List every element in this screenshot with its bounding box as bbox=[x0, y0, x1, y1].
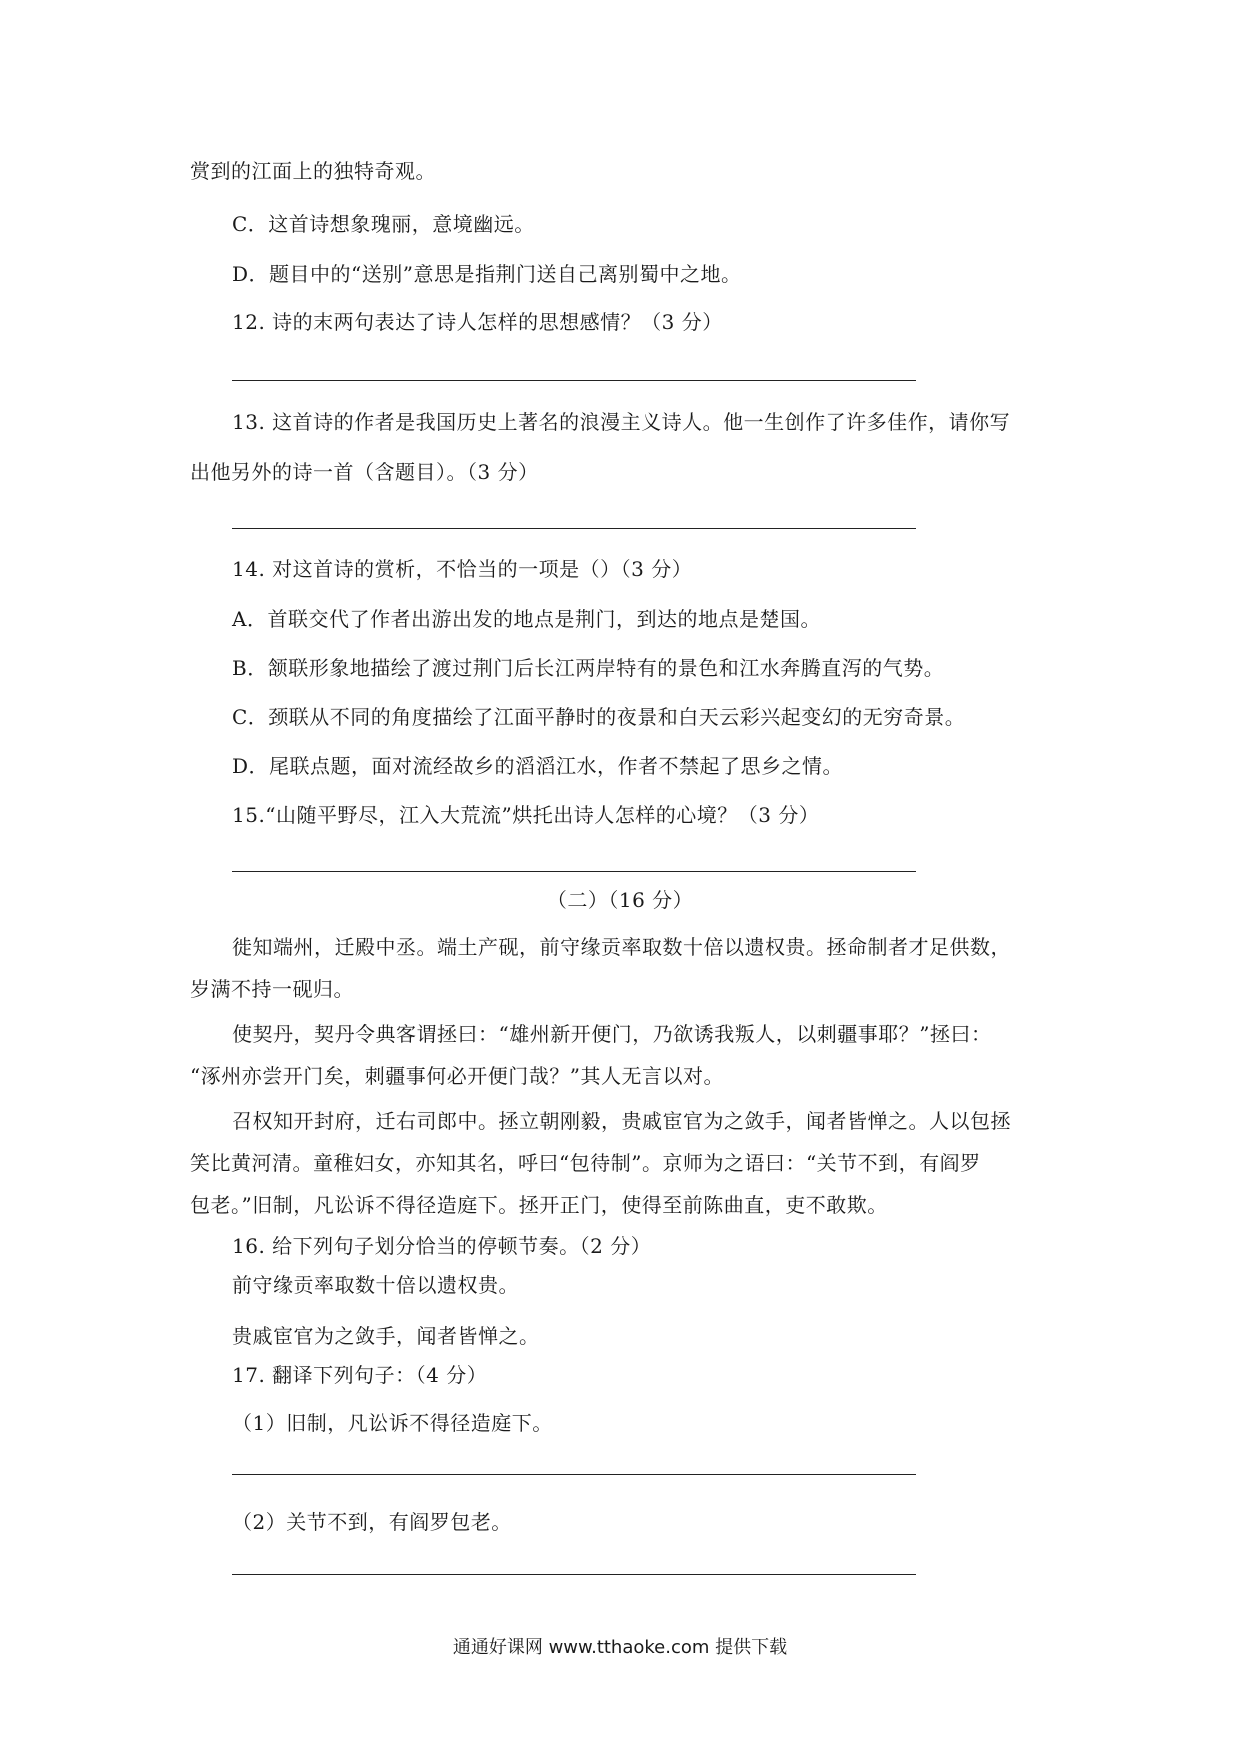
passage-p2-line2: “涿州亦尝开门矣，刺疆事何必开便门哉？”其人无言以对。 bbox=[190, 1064, 724, 1088]
question-17: 17. 翻译下列句子：（4 分） bbox=[232, 1363, 488, 1387]
option-d: D．题目中的“送别”意思是指荆门送自己离别蜀中之地。 bbox=[232, 262, 742, 286]
option-c: C．这首诗想象瑰丽，意境幽远。 bbox=[232, 212, 535, 236]
answer-line-17-1[interactable] bbox=[232, 1474, 916, 1475]
option-14b: B．颔联形象地描绘了渡过荆门后长江两岸特有的景色和江水奔腾直泻的气势。 bbox=[232, 656, 945, 680]
answer-line-12[interactable] bbox=[232, 380, 916, 381]
answer-line-15[interactable] bbox=[232, 871, 916, 872]
question-15: 15.“山随平野尽，江入大荒流”烘托出诗人怎样的心境？（3 分） bbox=[232, 803, 820, 827]
question-14: 14. 对这首诗的赏析，不恰当的一项是（）（3 分） bbox=[232, 557, 693, 581]
passage-p1-line2: 岁满不持一砚归。 bbox=[190, 977, 354, 1001]
question-13-line2: 出他另外的诗一首（含题目）。（3 分） bbox=[190, 460, 539, 484]
option-14c: C．颈联从不同的角度描绘了江面平静时的夜景和白天云彩兴起变幻的无穷奇景。 bbox=[232, 705, 966, 729]
answer-line-17-2[interactable] bbox=[232, 1574, 916, 1575]
passage-p2-line1: 使契丹，契丹令典客谓拯曰：“雄州新开便门，乃欲诱我叛人，以刺疆事耶？”拯曰： bbox=[232, 1022, 992, 1046]
passage-p3-line3: 包老。”旧制，凡讼诉不得径造庭下。拯开正门，使得至前陈曲直，吏不敢欺。 bbox=[190, 1193, 888, 1217]
question-17-item1: （1）旧制，凡讼诉不得径造庭下。 bbox=[232, 1411, 553, 1435]
question-16-sentence1: 前守缘贡率取数十倍以遗权贵。 bbox=[232, 1273, 519, 1297]
question-16: 16. 给下列句子划分恰当的停顿节奏。（2 分） bbox=[232, 1234, 652, 1258]
passage-p1-line1: 徙知端州，迁殿中丞。端土产砚，前守缘贡率取数十倍以遗权贵。拯命制者才足供数， bbox=[232, 935, 1011, 959]
question-12: 12. 诗的末两句表达了诗人怎样的思想感情？（3 分） bbox=[232, 310, 723, 334]
option-14d: D．尾联点题，面对流经故乡的滔滔江水，作者不禁起了思乡之情。 bbox=[232, 754, 844, 778]
page-footer: 通通好课网 www.tthaoke.com 提供下载 bbox=[452, 1637, 788, 1658]
question-17-item2: （2）关节不到，有阎罗包老。 bbox=[232, 1510, 512, 1534]
text-line: 赏到的江面上的独特奇观。 bbox=[190, 159, 436, 183]
option-14a: A．首联交代了作者出游出发的地点是荆门，到达的地点是楚国。 bbox=[232, 607, 821, 631]
question-16-sentence2: 贵戚宦官为之敛手，闻者皆惮之。 bbox=[232, 1324, 540, 1348]
section-heading: （二）（16 分） bbox=[546, 888, 694, 912]
question-13-line1: 13. 这首诗的作者是我国历史上著名的浪漫主义诗人。他一生创作了许多佳作，请你写 bbox=[232, 410, 1011, 434]
passage-p3-line1: 召权知开封府，迁右司郎中。拯立朝刚毅，贵戚宦官为之敛手，闻者皆惮之。人以包拯 bbox=[232, 1109, 1011, 1133]
answer-line-13[interactable] bbox=[232, 528, 916, 529]
passage-p3-line2: 笑比黄河清。童稚妇女，亦知其名，呼曰“包待制”。京师为之语曰：“关节不到，有阎罗 bbox=[190, 1151, 981, 1175]
